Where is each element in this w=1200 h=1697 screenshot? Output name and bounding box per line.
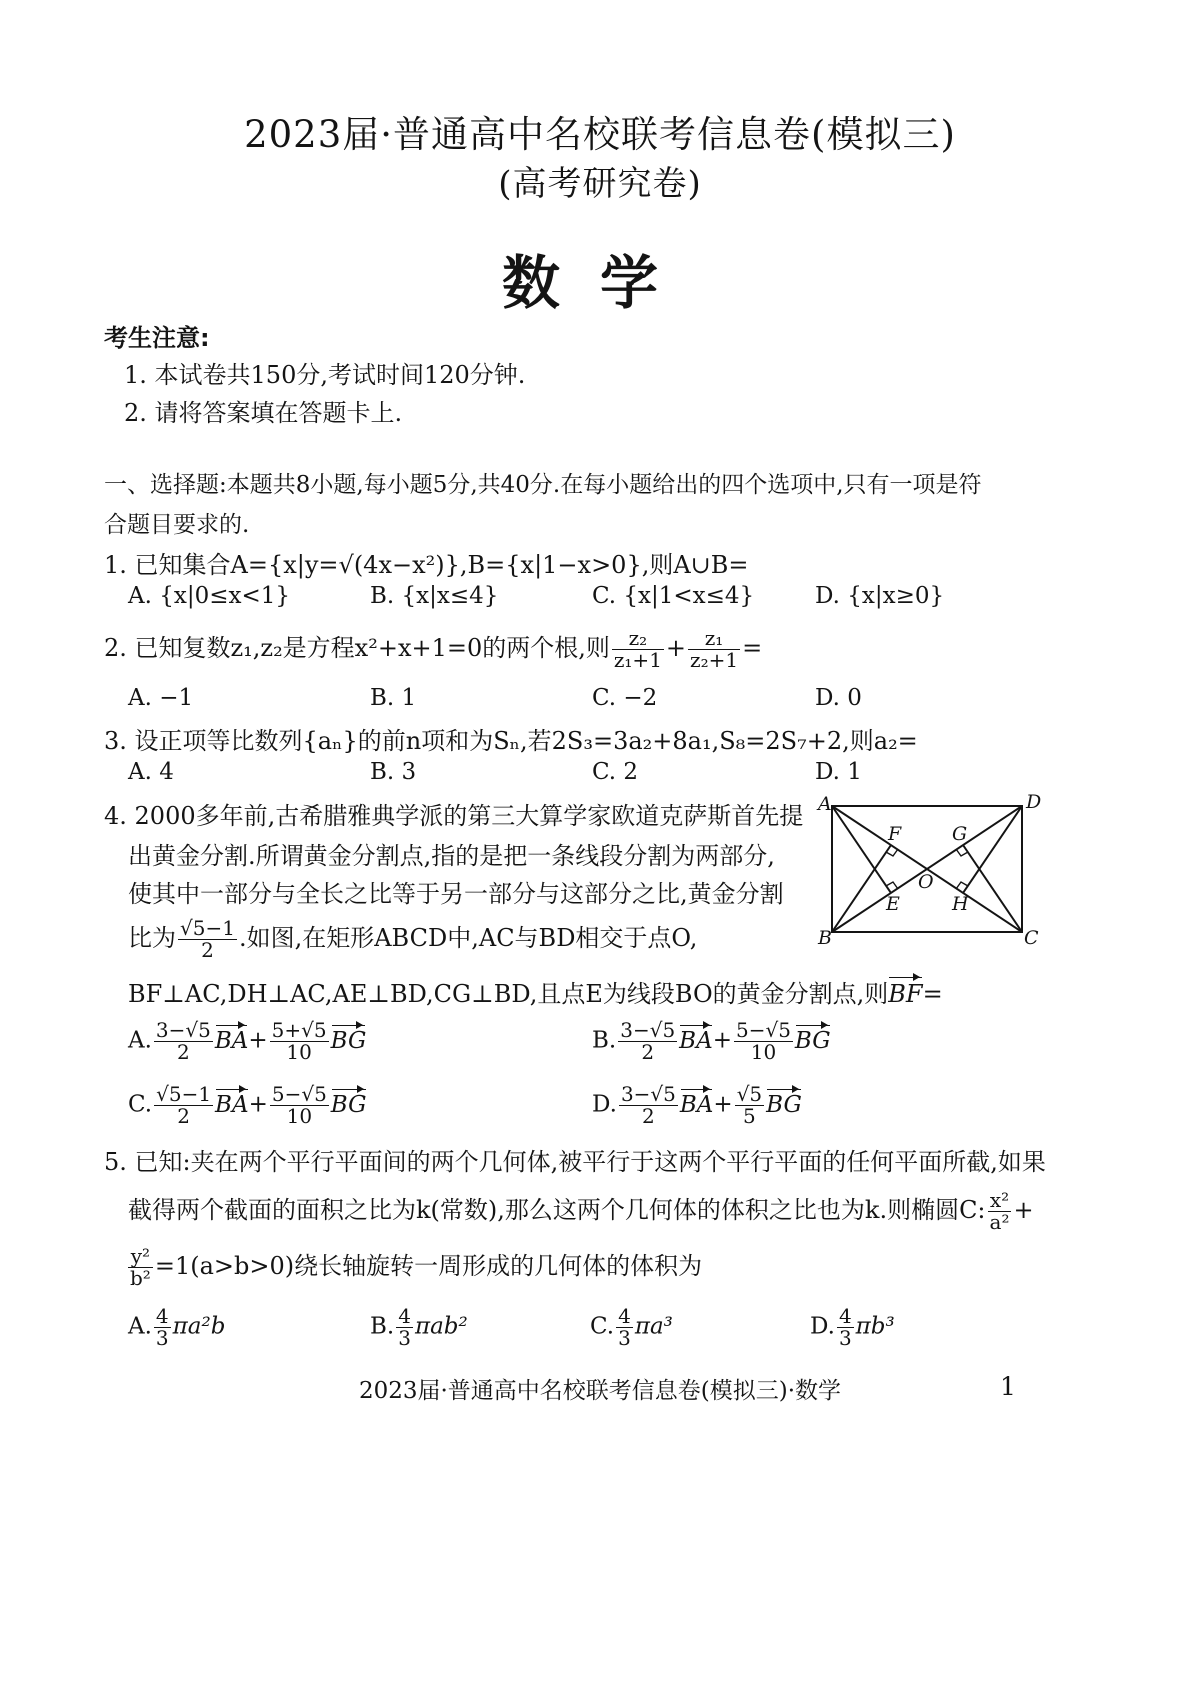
label-e: E — [886, 893, 900, 915]
q4-ratio-num: √5−1 — [180, 916, 235, 940]
q4-a-coef1 — [154, 1020, 213, 1063]
page-footer: 2023届·普通高中名校联考信息卷(模拟三)·数学 — [358, 1378, 842, 1404]
q4-c-letter: C. — [128, 1091, 153, 1118]
expr: πa²b — [172, 1313, 226, 1340]
q2-option-d: D. 0 — [815, 685, 862, 711]
coef — [154, 1306, 171, 1349]
num: 5−√5 — [735, 1018, 791, 1042]
num: x² — [988, 1190, 1012, 1212]
label-a: A — [818, 793, 832, 815]
plus: + — [248, 1027, 268, 1054]
num: 3−√5 — [620, 1082, 676, 1106]
letter: C. — [590, 1313, 615, 1340]
den: 2 — [641, 1040, 655, 1064]
q1-option-c: C. {x|1<x≤4} — [592, 583, 755, 609]
q4-d-letter: D. — [592, 1091, 617, 1118]
q3-option-a: A. 4 — [128, 759, 174, 785]
q2-equals: = — [742, 634, 763, 662]
den: 10 — [286, 1040, 312, 1064]
den: a² — [989, 1210, 1010, 1234]
q2-f1-den: z₁+1 — [613, 648, 662, 672]
q5-plus: + — [1013, 1196, 1034, 1224]
q2-fraction-2 — [688, 628, 740, 671]
den: 3 — [838, 1326, 852, 1350]
segment-bf — [832, 845, 891, 932]
plus: + — [713, 1091, 733, 1118]
num: 4 — [398, 1304, 411, 1328]
q5-y-fraction — [128, 1246, 153, 1289]
q5-option-a — [128, 1306, 225, 1349]
q5-option-d — [810, 1306, 895, 1349]
label-g: G — [952, 823, 968, 845]
coef — [616, 1306, 633, 1349]
den: 3 — [618, 1326, 631, 1350]
letter: B. — [370, 1313, 395, 1340]
q4-option-d — [592, 1084, 802, 1127]
plus: + — [712, 1027, 732, 1054]
den: 10 — [750, 1040, 777, 1064]
q5-x-fraction — [988, 1190, 1012, 1233]
den: 2 — [177, 1040, 190, 1064]
den: 3 — [155, 1326, 169, 1350]
rectangle-figure — [812, 792, 1052, 952]
q4-d-coef1 — [619, 1084, 678, 1127]
q4-option-a — [128, 1020, 366, 1063]
q5-line-2 — [128, 1190, 1034, 1233]
label-o: O — [918, 871, 934, 893]
q4-option-b — [592, 1020, 831, 1063]
num: 5+√5 — [271, 1018, 327, 1042]
expr: πab² — [414, 1313, 468, 1340]
label-d: D — [1026, 792, 1042, 813]
q4-equals: = — [922, 980, 943, 1008]
num: √5−1 — [156, 1082, 212, 1106]
vector-bg: BG — [330, 1027, 367, 1054]
q4-b-coef2 — [734, 1020, 793, 1063]
exam-title: 2023届·普通高中名校联考信息卷(模拟三) — [244, 113, 956, 156]
q5-line-1: 5. 已知:夹在两个平行平面间的两个几何体,被平行于这两个平行平面的任何平面所截,如果 — [104, 1148, 1046, 1176]
q4-c-coef2 — [270, 1084, 329, 1127]
q3-option-b: B. 3 — [370, 759, 417, 785]
q4-b-coef1 — [618, 1020, 677, 1063]
q5-option-b — [370, 1306, 468, 1349]
subject-title: 数学 — [501, 249, 698, 317]
q2-f1-num: z₂ — [612, 628, 664, 650]
den: 5 — [743, 1104, 756, 1128]
num: 4 — [838, 1304, 852, 1328]
q4-a-letter: A. — [128, 1027, 152, 1054]
section-heading-line2: 合题目要求的. — [104, 512, 250, 538]
q5-option-c — [590, 1306, 673, 1349]
segment-ae — [832, 806, 891, 893]
q2-fraction-1 — [612, 628, 664, 671]
q2-stem-text: 2. 已知复数z₁,z₂是方程x²+x+1=0的两个根,则 — [104, 634, 610, 662]
q2-stem — [104, 628, 762, 671]
num: 4 — [618, 1304, 631, 1328]
q4-ratio-prefix: 比为 — [128, 924, 176, 952]
q3-option-c: C. 2 — [592, 759, 639, 785]
den: 2 — [177, 1104, 190, 1128]
num: √5 — [736, 1082, 763, 1106]
vector-bg: BG — [330, 1091, 367, 1118]
q4-line-5 — [128, 974, 943, 1009]
page-number: 1 — [1000, 1372, 1016, 1401]
q1-option-a: A. {x|0≤x<1} — [128, 583, 290, 609]
section-heading-line1: 一、选择题:本题共8小题,每小题5分,共40分.在每小题给出的四个选项中,只有一项是符 — [104, 472, 982, 498]
letter: D. — [810, 1313, 835, 1340]
vector-bg: BG — [794, 1027, 831, 1054]
expr: πa³ — [634, 1313, 673, 1340]
num: 3−√5 — [620, 1018, 676, 1042]
q5-line-3-text: =1(a>b>0)绕长轴旋转一周形成的几何体的体积为 — [154, 1252, 703, 1280]
letter: A. — [128, 1313, 152, 1340]
q5-line-3 — [126, 1246, 702, 1289]
vector-ba: BA — [215, 1091, 249, 1118]
coef — [396, 1306, 413, 1349]
q2-option-c: C. −2 — [592, 685, 658, 711]
q4-ratio-den: 2 — [201, 938, 214, 962]
q5-line-2-text: 截得两个截面的面积之比为k(常数),那么这两个几何体的体积之比也为k.则椭圆C: — [128, 1196, 986, 1224]
q1-stem: 1. 已知集合A={x|y=√(4x−x²)},B={x|1−x>0},则A∪B= — [104, 551, 749, 579]
label-c: C — [1024, 927, 1039, 949]
vector-ba: BA — [679, 1027, 713, 1054]
label-b: B — [818, 927, 832, 949]
label-h: H — [952, 893, 969, 915]
q4-option-c — [128, 1084, 367, 1127]
vector-ba: BA — [214, 1027, 249, 1054]
q2-option-b: B. 1 — [370, 685, 417, 711]
notice-heading: 考生注意: — [104, 324, 210, 352]
q4-b-letter: B. — [592, 1027, 617, 1054]
den: b² — [130, 1266, 151, 1290]
label-f: F — [888, 823, 902, 845]
q4-vector-bf: BF — [888, 980, 923, 1008]
segment-cg — [963, 845, 1022, 932]
num: y² — [128, 1246, 153, 1268]
q4-line-4-text: .如图,在矩形ABCD中,AC与BD相交于点O, — [238, 924, 698, 952]
plus: + — [248, 1091, 268, 1118]
q2-option-a: A. −1 — [128, 685, 194, 711]
den: 3 — [398, 1326, 411, 1350]
coef — [837, 1306, 854, 1349]
q4-d-coef2 — [735, 1084, 764, 1127]
q4-a-coef2 — [270, 1020, 329, 1063]
q3-option-d: D. 1 — [815, 759, 862, 785]
q3-stem: 3. 设正项等比数列{aₙ}的前n项和为Sₙ,若2S₃=3a₂+8a₁,S₈=2S₇+2,则a₂= — [104, 727, 918, 755]
num: 3−√5 — [155, 1018, 211, 1042]
q1-option-d: D. {x|x≥0} — [815, 583, 945, 609]
q4-line-4 — [128, 918, 697, 961]
q2-plus: + — [665, 634, 687, 662]
q4-line-2: 出黄金分割.所谓黄金分割点,指的是把一条线段分割为两部分, — [128, 842, 775, 870]
q4-golden-ratio — [178, 918, 237, 961]
exam-subtitle: (高考研究卷) — [498, 164, 702, 204]
q2-f2-num: z₁ — [688, 628, 740, 650]
vector-bg: BG — [766, 1091, 802, 1118]
q4-line-5-text: BF⊥AC,DH⊥AC,AE⊥BD,CG⊥BD,且点E为线段BO的黄金分割点,则 — [128, 980, 889, 1008]
num: 4 — [155, 1304, 169, 1328]
q4-line-1: 4. 2000多年前,古希腊雅典学派的第三大算学家欧道克萨斯首先提 — [104, 802, 804, 830]
segment-dh — [963, 806, 1022, 893]
den: 2 — [642, 1104, 655, 1128]
notice-item-2: 2. 请将答案填在答题卡上. — [124, 399, 403, 427]
expr: πb³ — [855, 1313, 895, 1340]
q4-c-coef1 — [154, 1084, 213, 1127]
num: 5−√5 — [271, 1082, 327, 1106]
q4-line-3: 使其中一部分与全长之比等于另一部分与这部分之比,黄金分割 — [128, 880, 784, 908]
vector-ba: BA — [679, 1091, 714, 1118]
den: 10 — [286, 1104, 313, 1128]
notice-item-1: 1. 本试卷共150分,考试时间120分钟. — [124, 361, 526, 389]
q1-option-b: B. {x|x≤4} — [370, 583, 499, 609]
q2-f2-den: z₂+1 — [690, 648, 739, 672]
